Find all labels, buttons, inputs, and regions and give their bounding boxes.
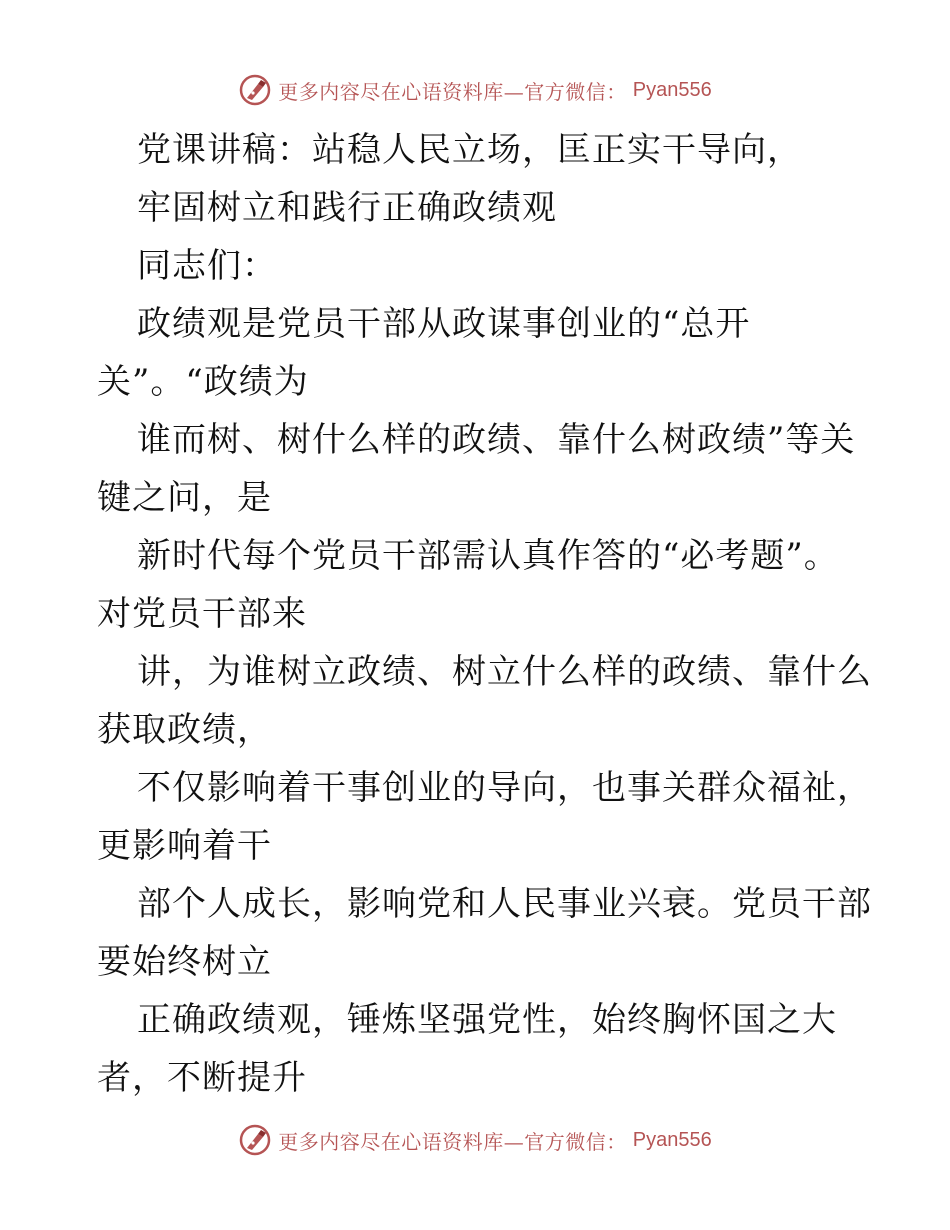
text-line: 更影响着干 xyxy=(97,826,272,866)
text-line: 者，不断提升 xyxy=(97,1058,307,1098)
text-line: 牢固树立和践行正确政绩观 xyxy=(137,188,557,228)
text-line: 政绩观是党员干部从政谋事创业的“总开 xyxy=(137,304,751,344)
text-line: 同志们： xyxy=(137,246,277,286)
pen-nib-icon xyxy=(238,1123,272,1157)
text-line: 键之问，是 xyxy=(97,478,272,518)
text-line: 讲，为谁树立政绩、树立什么样的政绩、靠什么 xyxy=(137,652,872,692)
text-line: 对党员干部来 xyxy=(97,594,307,634)
text-line: 关”。“政绩为 xyxy=(97,362,309,402)
header-watermark-banner xyxy=(0,70,950,110)
text-line: 要始终树立 xyxy=(97,942,272,982)
footer-banner-text: 更多内容尽在心语资料库—官方微信： xyxy=(278,1129,627,1154)
text-line: 党课讲稿：站稳人民立场，匡正实干导向， xyxy=(137,130,802,170)
footer-watermark-banner xyxy=(0,1120,950,1160)
document-body xyxy=(97,121,872,1107)
text-line: 新时代每个党员干部需认真作答的“必考题”。 xyxy=(137,536,839,576)
header-banner-id: Pyan556 xyxy=(632,78,712,101)
pen-nib-icon xyxy=(238,73,272,107)
header-banner-text: 更多内容尽在心语资料库—官方微信： xyxy=(278,79,627,104)
text-line: 获取政绩， xyxy=(97,710,272,750)
text-line: 谁而树、树什么样的政绩、靠什么树政绩”等关 xyxy=(137,420,856,460)
footer-banner-id: Pyan556 xyxy=(632,1128,712,1151)
text-line: 部个人成长，影响党和人民事业兴衰。党员干部 xyxy=(137,884,872,924)
text-line: 正确政绩观，锤炼坚强党性，始终胸怀国之大 xyxy=(137,1000,837,1040)
text-line: 不仅影响着干事创业的导向，也事关群众福祉， xyxy=(137,768,872,808)
